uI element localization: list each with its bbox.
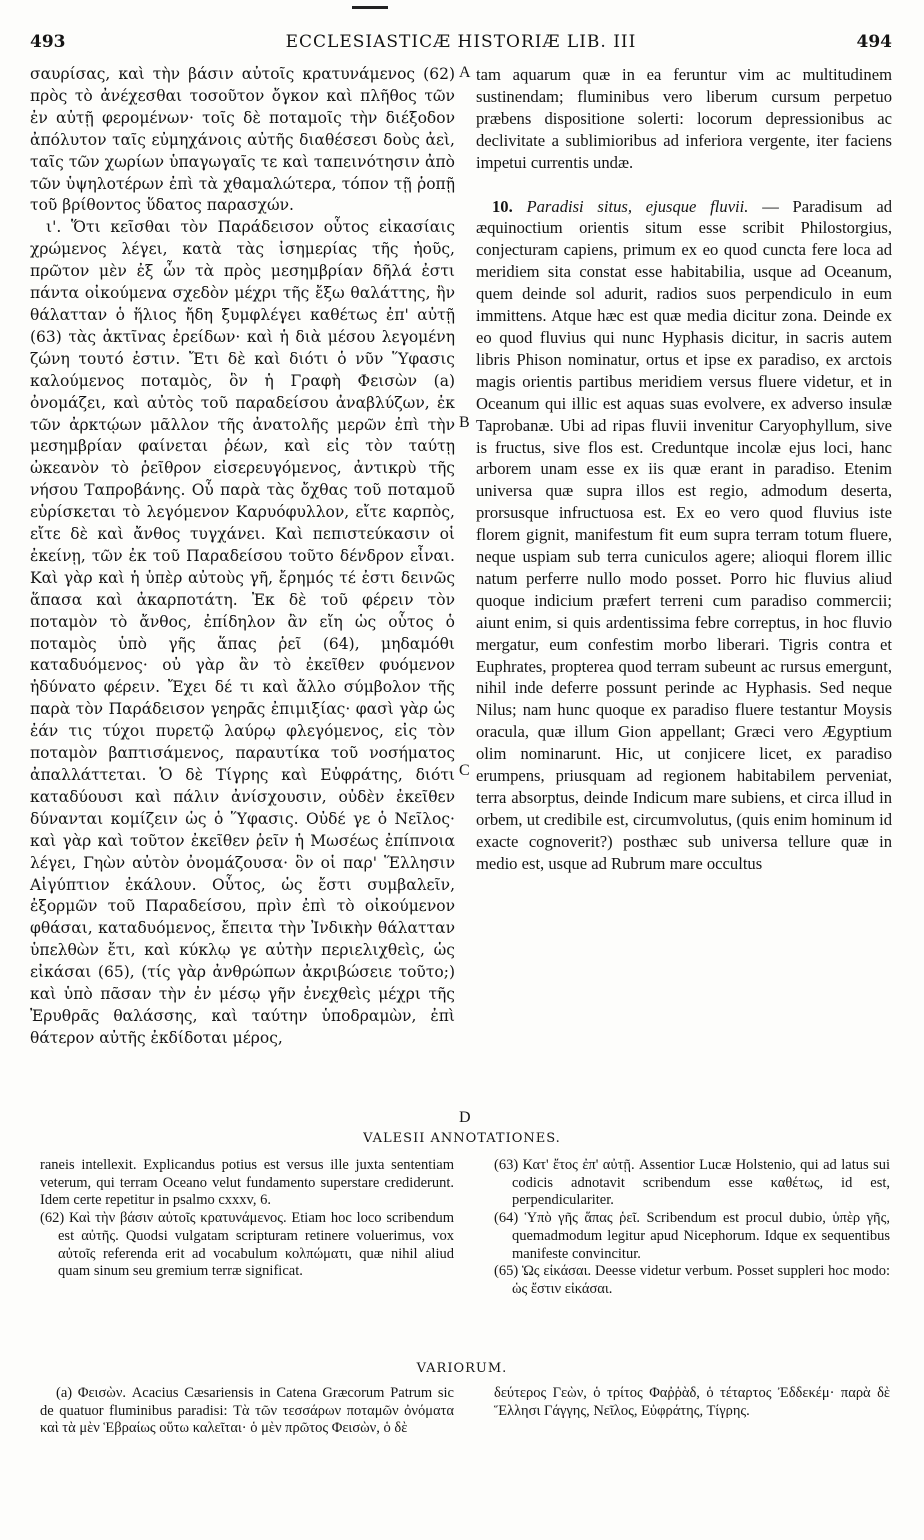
margin-letter: D — [459, 1109, 471, 1126]
margin-letter: B — [459, 414, 470, 431]
note: (a) Φεισὼν. Acacius Cæsariensis in Catena Græcorum Patrum sic de quatuor fluminibus paradisi: Τὰ τῶν τεσσάρων ποταμῶν ὀνόματα καὶ τὰ μὲν Ἑβραίως οὕτω καλεῖται· ὁ μὲν πρῶτος Φεισὼν, ὁ δὲ — [40, 1385, 454, 1437]
margin-letter: C — [459, 762, 470, 779]
latin-paragraph: tam aquarum quæ in ea feruntur vim ac multitudinem sustinendam; fluminibus vero liberum cursum perpetuo præbens dispositione solerti: locorum depressionibus ac declivitate a sublimioribus ad inferiora vergente, iter faciens impetui currentis undæ. — [476, 65, 892, 172]
note: (62) Καὶ τὴν βάσιν αὐτοῖς κρατυνάμενος. Etiam hoc loco scribendum est αὐτῆς. Quodsi vulgatam scripturam retinere voluerimus, vox αὐτοῖς referenda erit ad vocabulum κολπώματι, quæ nihil aliud quam sinum seu gremium terræ significat. — [40, 1210, 454, 1280]
note: raneis intellexit. Explicandus potius est versus ille juxta sententiam veterum, qui terram Oceano velut fundamento superstare crediderunt. Idem certe repetitur in psalmo cxxxv, 6. — [40, 1157, 454, 1209]
margin-letter: A — [459, 64, 471, 81]
section-heading: Paradisi situs, ejusque fluvii. — [526, 196, 749, 216]
valesii-notes-left — [40, 1157, 454, 1281]
variorum-title: VARIORUM. — [416, 1361, 508, 1376]
greek-paragraph: ι'. Ὅτι κεῖσθαι τὸν Παράδεισον οὗτος εἰκασίαις χρώμενος λέγει, κατὰ τὰς ἰσημερίας τῆς ἠοῦς, πρῶτον μὲν ἐξ ὧν τὰ πρὸς μεσημβρίαν δῆλά ἐστι πάντα οἰκούμενα σχεδὸν μέχρι τῆς ἔξω θαλάττης, ἣν θάλατταν ὁ ἥλιος ἤδη ξυμφλέγει καθέτως ἐπ' αὐτῇ (63) τὰς ἀκτῖνας ἐρείδων· καὶ ἡ διὰ μέσου λεγομένη ζώνη τουτό ἐστιν. Ἔτι δὲ καὶ διότι ὁ νῦν Ὕφασις καλούμενος ποταμὸς, ὃν ἡ Γραφὴ Φεισὼν (a) ὀνομάζει, καὶ αὐτὸς τοῦ παραδείσου ἀναβλύζων, ἐκ τῶν ἀρκτῴων μᾶλλον τῆς ἀνατολῆς μερῶν ἐπὶ τὴν μεσημβρίαν φαίνεται ῥέων, καὶ εἰς τὸν ταύτῃ ὠκεανὸν τὸ ῥεῖθρον εἰσερευγόμενος, ἀντικρὺ τῆς νήσου Ταπροβάνης. Οὗ παρὰ τὰς ὄχθας τοῦ ποταμοῦ εὑρίσκεται τὸ λεγόμενον Καρυόφυλλον, εἴτε καρπὸς, εἴτε δὲ καὶ ἄνθος τυγχάνει. Καὶ πεπιστεύκασιν οἱ ἐκείνῃ, τῶν ἐκ τοῦ Παραδείσου τοῦτο δένδρον εἶναι. Καὶ γὰρ καὶ ἡ ὑπὲρ αὐτοὺς γῆ, ἔρημός τέ ἐστι δεινῶς ἅπασα καὶ ἀκαρποτάτη. Ἐκ δὲ τοῦ φέρειν τὸν ποταμὸν τὸ ἄνθος, ἐπίδηλον ἂν εἴη ὡς οὗτος ὁ ποταμὸς ὑπὸ γῆς ἅπας ῥεῖ (64), μηδαμόθι καταδυόμενος· οὐ γὰρ ἂν τὸ ἐκεῖθεν φυόμενον ἠδύνατο φέρειν. Ἔχει δέ τι καὶ ἄλλο σύμβολον τῆς παρὰ τὸν Παράδεισον γεηρᾶς ἐπιμιξίας· φασὶ γὰρ ὡς ἐάν τις τύχοι πυρετῷ λαύρῳ φλεγόμενος, εἰς τὸν ποταμὸν βαπτισάμενος, παραυτίκα τοῦ νοσήματος ἀπαλλάττεται. Ὁ δὲ Τίγρης καὶ Εὐφράτης, διότι καταδύουσι καὶ πάλιν ἀνίσχουσιν, οὐδὲν ἐκεῖθεν δύνανται κομίζειν ὡς ὁ Ὕφασις. Οὐδέ γε ὁ Νεῖλος· καὶ γὰρ καὶ τοῦτον ἐκεῖθεν ῥεῖν ἡ Μωσέως ἐπίπνοια λέγει, Γηὼν αὐτὸν ὀνομάζουσα· ὃν οἱ παρ' Ἕλλησιν Αἰγύπτιον ἐκάλουν. Οὗτος, ὡς ἔστι συμβαλεῖν, ἐξορμῶν τοῦ Παραδείσου, πρὶν ἐπὶ τὸ οἰκούμενον φθάσαι, καταδυόμενος, ἔπειτα τὴν Ἰνδικὴν θάλατταν ὑπελθὼν ἔτι, καὶ κύκλῳ γε αὐτὴν περιελιχθεὶς, ὡς εἰκάσαι (65), (τίς γὰρ ἀνθρώπων ἀκριβώσειε τοῦτο;) καὶ ὑπὸ πᾶσαν τὴν ἐν μέσῳ γῆν ἐνεχθεὶς μέχρι τῆς Ἐρυθρᾶς θαλάσσης, καὶ ταύτην ὑποδραμὼν, ἐπὶ θάτερον αὐτῆς ἐκδίδοται μέρος, — [30, 218, 455, 1047]
valesii-notes-right — [494, 1157, 890, 1299]
section-number: 10. — [492, 196, 513, 216]
variorum-notes-left — [40, 1385, 454, 1438]
top-mark — [352, 6, 388, 9]
note: (64) Ὑπὸ γῆς ἅπας ῥεῖ. Scribendum est procul dubio, ὑπὲρ γῆς, quemadmodum legitur apud Nicephorum. Idque ex sequentibus manifeste convincitur. — [494, 1210, 890, 1262]
note: (63) Κατ' ἔτος ἐπ' αὐτῇ. Assentior Lucæ Holstenio, qui ad latus sui codicis adnotavit scribendum esse καθέτως, id est, perpendiculariter. — [494, 1157, 890, 1209]
greek-column — [30, 64, 455, 1050]
section-body: — Paradisum ad æquinoctium orientis situm esse scribit Philostorgius, conjecturam capiens, primum ex eo quod cuncta fere loca ad meridiem sita constat esse habitabilia, usque ad Oceanum, quem deinde sol adurit, radios suos perpendiculo in eum immittens. Atque hæc est quæ media dicitur zona. Deinde ex eo quod fluvius qui nunc Hyphasis dicitur, in sacris autem libris Phison nominatur, ortus et ipse ex paradiso, ex arctois magis orientis partibus meridiem versus fluere videtur, et in Oceanum qui illic est aquas suas evolvere, ex adverso insulæ Taprobanæ. Ubi ad ripas fluvii invenitur Caryophyllum, sive is fructus, sive flos est. Creduntque incolæ ejus loci, hanc arborem unam esse ex iis quæ erant in paradiso. Etenim universa quæ supra illos est regio, admodum deserta, prorsusque infructuosa est. Ex eo vero quod fluvius iste florem gignit, manifestum fit eum supra terram totum fluere, neque uspiam sub terra cuniculos agere; alioqui florem illic natum perferre nullo modo posset. Porro hic fluvius aliud quoque indicium præfert terreni cum paradiso commercii; aiunt enim, si quis ardentissima febre correptus, in hoc fluvio mergatur, eum confestim morbo liberari. Tigris contra et Euphrates, propterea quod terram subeunt ac rursus emergunt, nihil inde deferre possunt perinde ac Hyphasis. Sed neque Nilus; nam hunc quoque ex paradiso fluere testantur Moysis oracula, quæ illum Gion appellant; Græci vero Ægyptium olim nominarunt. Hic, ut conjicere licet, ex paradiso erumpens, priusquam ad regionem habitabilem perveniat, terra absorptus, deinde Indicum mare subiens, et circa illud in orbem, ut credibile est, circumvolutus, (quis enim hominum id exacte cognoverit?) posthæc sub universa tellure quæ in medio est, usque ad Rubrum mare occultus — [476, 196, 892, 873]
page-number-left: 493 — [30, 32, 66, 52]
latin-column — [476, 64, 892, 875]
valesii-title: VALESII ANNOTATIONES. — [363, 1131, 561, 1146]
note: δεύτερος Γεὼν, ὁ τρίτος Φαῤῥὰδ, ὁ τέταρτος Ἐδδεκέμ· παρὰ δὲ Ἕλλησι Γάγγης, Νεῖλος, Εὐφράτης, Τίγρης. — [494, 1385, 890, 1419]
running-header — [30, 32, 892, 58]
variorum-notes-right — [494, 1385, 890, 1420]
note: (65) Ὡς εἰκάσαι. Deesse videtur verbum. Posset suppleri hoc modo: ὡς ἔστιν εἰκάσαι. — [494, 1263, 890, 1297]
page-number-right: 494 — [856, 32, 892, 52]
greek-paragraph: σαυρίσας, καὶ τὴν βάσιν αὐτοῖς κρατυνάμενος (62) πρὸς τὸ ἀνέχεσθαι τοσοῦτον ὄγκον καὶ πλῆθος τῶν ἐν αὐτῇ φερομένων· τοῖς δὲ ποταμοῖς τὴν διέξοδον ἀπόλυτον ταῖς εὐμηχάνοις αὐτῆς διαθέσεσι δοὺς ἀεὶ, ταῖς τῶν χωρίων ὑπαγωγαῖς τε καὶ ταπεινότησιν ἀπὸ τῶν ὑψηλοτέρων ἐπὶ τὰ χθαμαλώτερα, τόπον τῇ ῥοπῇ τοῦ βρίθοντος ὕδατος παρασχών. — [30, 65, 455, 215]
running-title: ECCLESIASTICÆ HISTORIÆ LIB. III — [285, 32, 637, 52]
latin-paragraph — [476, 196, 892, 875]
